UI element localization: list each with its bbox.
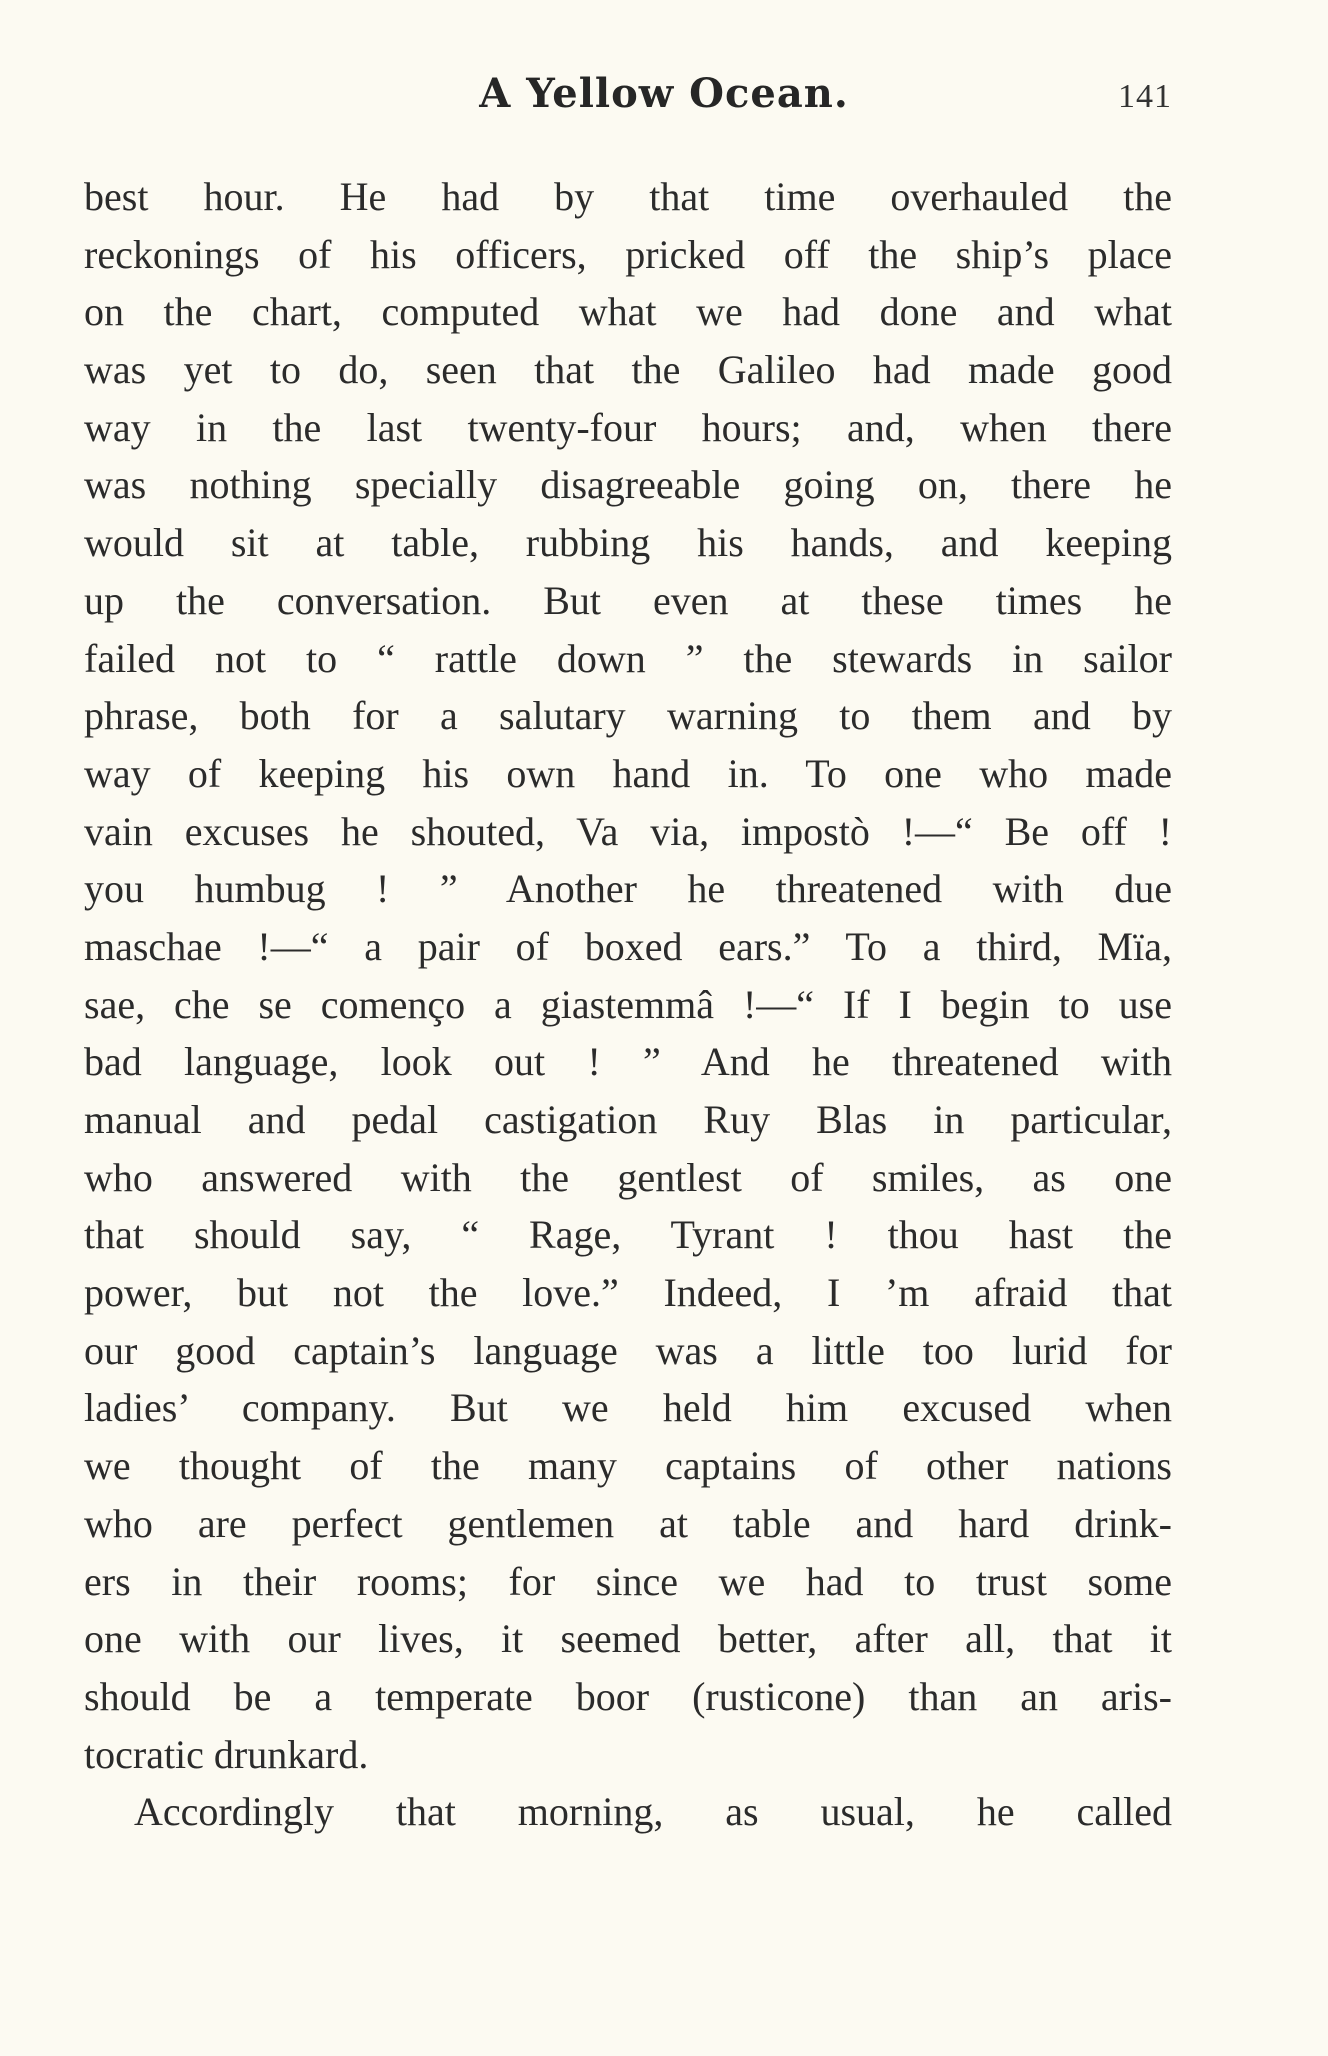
text-line: maschae !—“ a pair of boxed ears.” To a third, Mïa, [84,923,1172,969]
text-line-paragraph-end: tocratic drunkard. [84,1731,369,1777]
text-line: should be a temperate boor (rusticone) than an aris- [84,1673,1172,1719]
text-line: was yet to do, seen that the Galileo had made good [84,347,1172,393]
text-line: would sit at table, rubbing his hands, and keeping [84,520,1172,566]
text-line: bad language, look out ! ” And he threatened with [84,1039,1172,1085]
page-number: 141 [1118,78,1172,115]
text-line: our good captain’s language was a little too lurid for [84,1327,1172,1373]
text-line: ladies’ company. But we held him excused when [84,1385,1172,1431]
text-line: way of keeping his own hand in. To one who made [84,750,1172,796]
text-line: ers in their rooms; for since we had to trust some [84,1558,1172,1604]
text-line: on the chart, computed what we had done and what [84,289,1172,335]
text-line: sae, che se començo a giastemmâ !—“ If I begin to use [84,981,1172,1027]
text-line: was nothing specially disagreeable going on, there he [84,462,1172,508]
text-line: manual and pedal castigation Ruy Blas in particular, [84,1097,1172,1142]
text-line: best hour. He had by that time overhauled the [84,174,1172,219]
text-line: failed not to “ rattle down ” the stewards in sailor [84,635,1172,681]
text-line: phrase, both for a salutary warning to them and by [84,693,1172,739]
running-title: A Yellow Ocean. [479,70,849,117]
text-line-paragraph-start: Accordingly that morning, as usual, he called [134,1789,1172,1835]
text-line: who answered with the gentlest of smiles, as one [84,1154,1172,1200]
text-line: one with our lives, it seemed better, after all, that it [84,1616,1172,1662]
text-line: way in the last twenty-four hours; and, when there [84,404,1172,450]
running-head [0,70,1328,130]
text-line: we thought of the many captains of other nations [84,1443,1172,1489]
body-text [84,168,1172,1841]
text-line: you humbug ! ” Another he threatened with due [84,866,1172,912]
text-line: up the conversation. But even at these times he [84,577,1172,623]
text-line: vain excuses he shouted, Va via, impostò !—“ Be off ! [84,808,1172,854]
text-line: power, but not the love.” Indeed, I ’m afraid that [84,1270,1172,1316]
text-line: that should say, “ Rage, Tyrant ! thou hast the [84,1212,1172,1258]
text-line: reckonings of his officers, pricked off the ship’s place [84,231,1172,277]
text-line: who are perfect gentlemen at table and hard drink- [84,1500,1172,1546]
